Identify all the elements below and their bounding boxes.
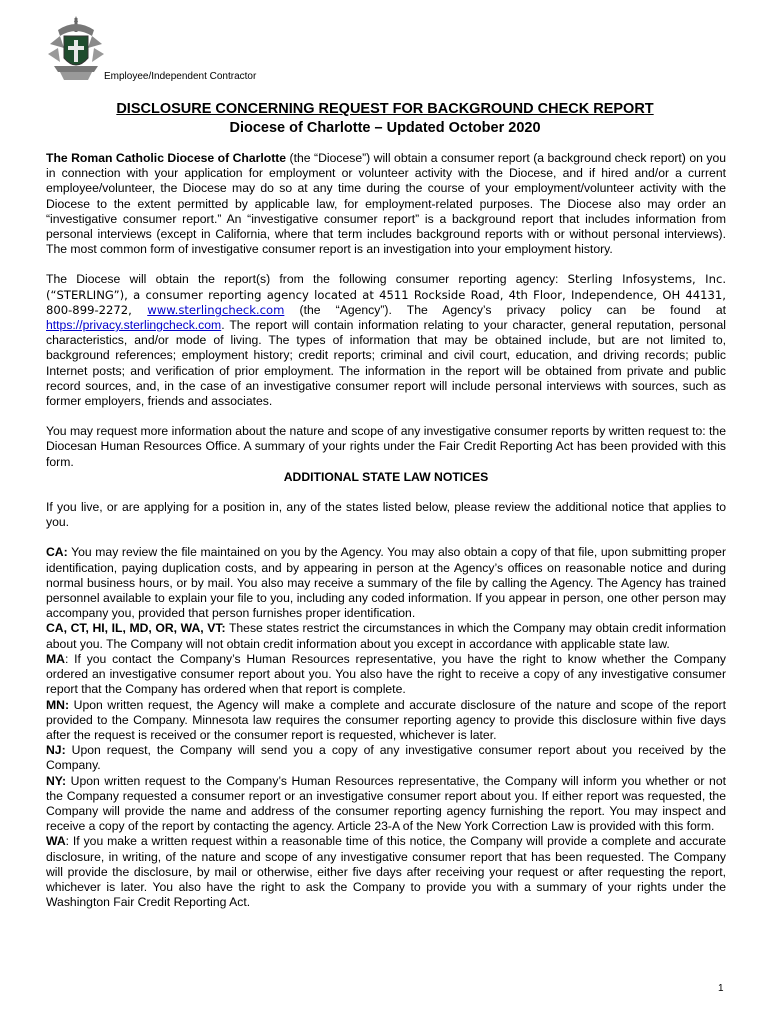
state-label: CA: [46,545,68,560]
agency-paragraph [46,272,726,409]
state-label: MA [46,651,65,666]
state-text: You may review the file maintained on you by the Agency. You may also obtain a copy of that file, upon submitting proper identification, paying duplication costs, and by appearing in person at the Agency’s offices on reasonable notice and during normal business hours, or by mail. You also may receive a summary of the file by calling the Agency. The Agency has trained personnel available to explain your file to you, including any coded information. If you appear in person, one other person may accompany you, provided that person furnishes proper identification. [46,545,726,621]
state-label: NJ: [46,743,66,758]
state-label: MN: [46,697,70,712]
state-notices-heading: ADDITIONAL STATE LAW NOTICES [283,469,489,484]
agency-after-website: (the “Agency”). The Agency’s privacy policy can be found at [284,302,726,317]
state-text: Upon written request to the Company’s Human Resources representative, the Company will inform you whether or not the Company requested a consumer report or an investigative consumer report about you. If either report was requested, the Company will provide the name and address of the consumer reporting agency furnishing the report. You may inspect and receive a copy of the report by contacting the agency. Article 23-A of the New York Correction Law is provided with this form. [46,773,726,834]
state-notice-nj [46,743,726,773]
intro-text: (the “Diocese”) will obtain a consumer report (a background check report) on you in connection with your application for employment or volunteer activity with the Diocese, and if hired and/or a current employee/volunteer, the Diocese may do so at any time during the course of your employment/volunteer activity with the Diocese to the extent permitted by applicable law, for employment-related purposes. The Diocese also may order an “investigative consumer report.” An “investigative consumer report” is a background report that includes information from personal interviews (except in California, where that term includes background reports with or without personal interviews). The most common form of investigative consumer report is an investigation into your employment history. [46,151,726,257]
state-label: CA, CT, HI, IL, MD, OR, WA, VT: [46,621,226,636]
document-title: DISCLOSURE CONCERNING REQUEST FOR BACKGROUND CHECK REPORT [116,101,654,117]
agency-sterling-text: Sterling Infosystems, Inc. (“STERLING”), a consumer reporting agency located at 4511 Rockside Road, 4th Floor, Independence, OH 44131, 800-899-2272, [46,272,727,317]
employee-type-label: Employee/Independent Contractor [104,71,257,82]
state-text: These states restrict the circumstances in which the Company may obtain credit information about you. The Company will not obtain credit information about you except in accordance with applicable state law. [46,621,726,651]
state-notice-ca [46,545,726,621]
state-label: WA [46,834,66,849]
document-subtitle: Diocese of Charlotte – Updated October 2020 [229,120,541,136]
state-notice-credit-restrictions [46,621,726,651]
page-number: 1 [718,983,724,994]
state-text: : If you contact the Company’s Human Resources representative, you have the right to know whether the Company ordered an investigative consumer report about you. You also have the right to receive a copy of any investigative consumer report that the Company has ordered when that report is complete. [46,651,726,697]
state-text: Upon written request, the Agency will make a complete and accurate disclosure of the nature and scope of the report provided to the Company. Minnesota law requires the consumer reporting agency to provide this disclosure within five days after the request is received or the consumer report is requested, whichever is later. [46,697,726,742]
state-notice-wa [46,834,726,910]
request-info-paragraph: You may request more information about the nature and scope of any investigative consumer reports by written request to: the Diocesan Human Resources Office. A summary of your rights under the Fair Credit Reporting Act has been provided with this form. [46,424,726,469]
privacy-policy-link[interactable]: https://privacy.sterlingcheck.com [46,318,222,333]
state-notice-ma [46,652,726,698]
state-notice-ny [46,774,726,835]
intro-lead: The Roman Catholic Diocese of Charlotte [46,151,287,165]
sterling-website-link[interactable]: www.sterlingcheck.com [147,302,285,317]
intro-paragraph [46,151,726,257]
state-notice-mn [46,698,726,744]
diocese-coat-of-arms-icon [44,14,108,84]
state-text: : If you make a written request within a reasonable time of this notice, the Company will provide a complete and accurate disclosure, in writing, of the nature and scope of any investigative consumer report that has been requested. The Company will provide the disclosure, by mail or otherwise, either five days after receiving your request or after requesting the report, whichever is later. You also have the right to ask the Company to provide you with a summary of your rights under the Washington Fair Credit Reporting Act. [46,834,726,910]
document-body [46,151,726,910]
state-label: NY: [46,773,67,788]
agency-body: . The report will contain information relating to your character, general reputation, personal characteristics, and/or mode of living. The types of information that may be obtained include, but are not limited to, background references; employment history; credit reports; criminal and civil court, education, and driving records; public Internet posts; and verification of prior employment. The information in the report will be obtained from private and public record sources, and, in the case of an investigative consumer report will include personal interviews with sources, such as former employers, friends and associates. [46,318,726,409]
state-notices-intro: If you live, or are applying for a position in, any of the states listed below, please review the additional notice that applies to you. [46,500,726,530]
agency-intro: The Diocese will obtain the report(s) from the following consumer reporting agency: [46,272,568,287]
state-text: Upon request, the Company will send you a copy of any investigative consumer report about you received by the Company. [46,743,726,773]
